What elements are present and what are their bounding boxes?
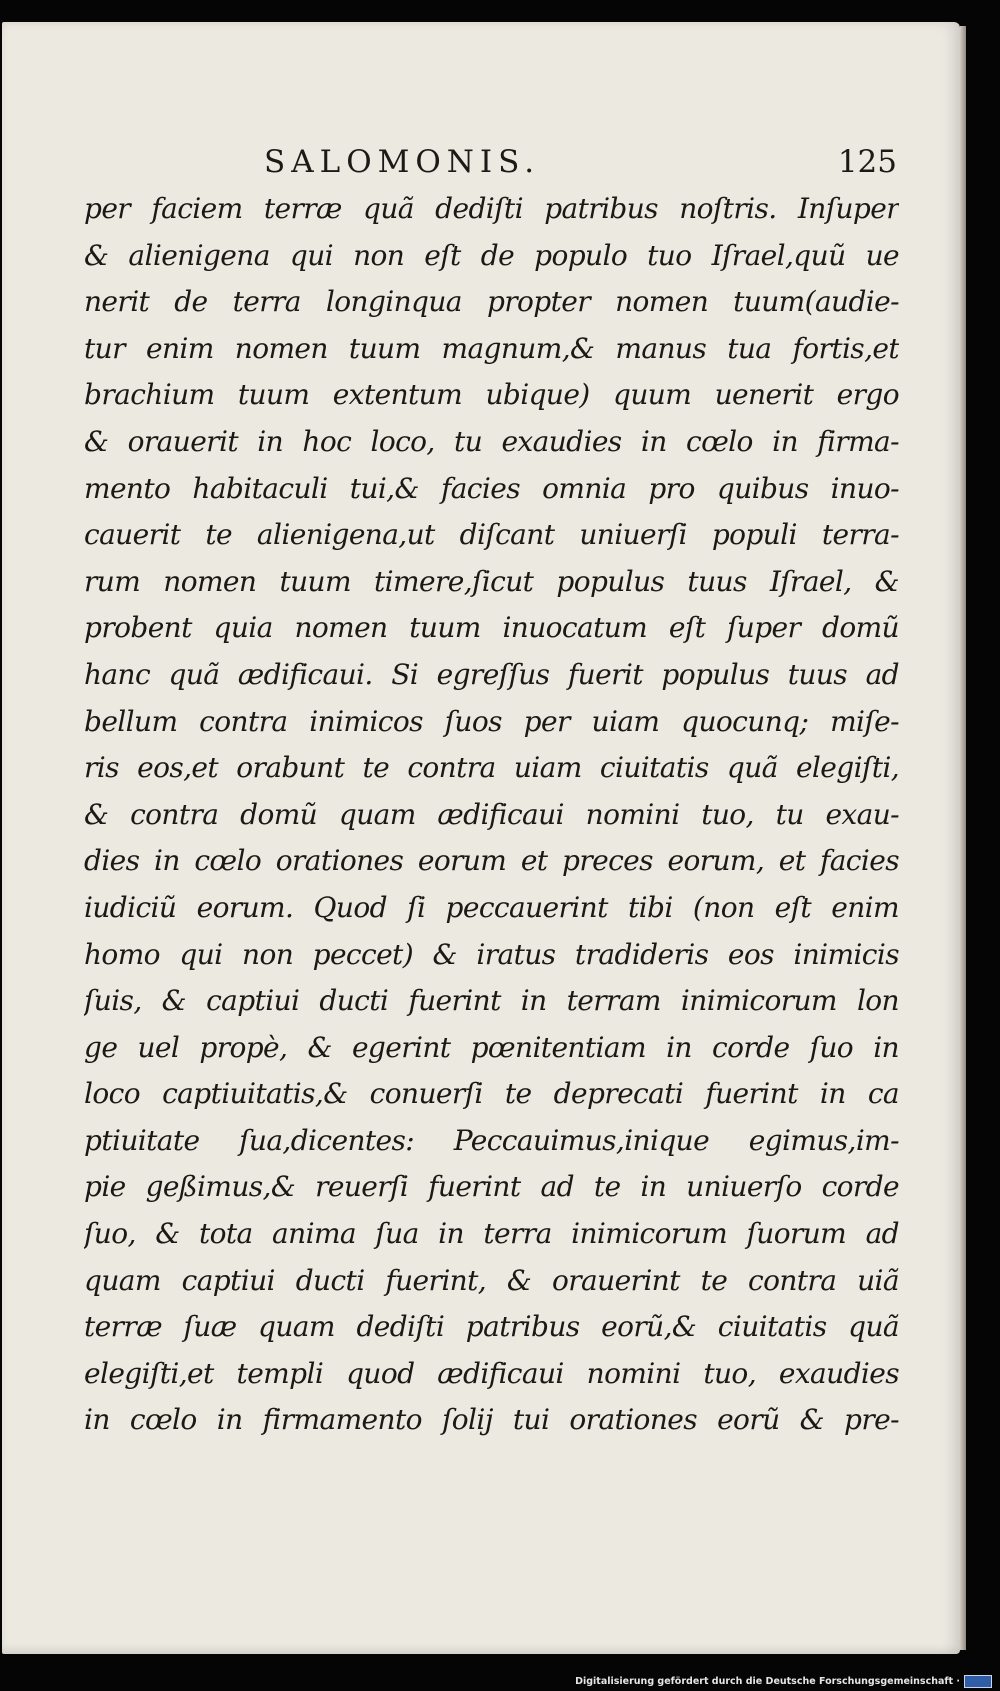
digitization-footer xyxy=(575,1674,992,1688)
running-head-title: SALOMONIS. xyxy=(264,144,541,180)
running-head xyxy=(82,144,897,188)
text-line: pie geßimus,& reuerſi fuerint ad te in uniuerſo corde xyxy=(84,1170,899,1204)
text-line: rum nomen tuum timere,ſicut populus tuus Iſrael, & xyxy=(84,564,899,598)
text-line: cauerit te alienigena,ut diſcant uniuerſi populi terra- xyxy=(84,518,899,552)
text-line: ptiuitate ſua,dicentes: Peccauimus,inique egimus,im- xyxy=(84,1123,899,1157)
book-page xyxy=(2,22,960,1654)
text-line: elegiſti,et templi quod ædificaui nomini tuo, exaudies xyxy=(84,1356,899,1390)
text-line: tur enim nomen tuum magnum,& manus tua fortis,et xyxy=(84,331,899,365)
text-line: & alienigena qui non eſt de populo tuo Iſrael,quũ ue xyxy=(84,238,899,272)
text-line: bellum contra inimicos ſuos per uiam quocunq; miſe- xyxy=(84,704,899,738)
text-line: dies in cœlo orationes eorum et preces eorum, et facies xyxy=(84,844,899,878)
text-line: per faciem terræ quã dediſti patribus noſtris. Inſuper xyxy=(84,192,899,225)
footer-credit: Digitalisierung gefördert durch die Deutsche Forschungsgemeinschaft · xyxy=(575,1675,960,1687)
text-line: hanc quã ædificaui. Si egreſſus fuerit populus tuus ad xyxy=(84,657,899,691)
text-line: ge uel propè, & egerint pœnitentiam in corde ſuo in xyxy=(84,1030,899,1064)
text-block xyxy=(84,186,899,1444)
text-line: ſuo, & tota anima ſua in terra inimicorum ſuorum ad xyxy=(84,1217,899,1251)
text-line: in cœlo in firmamento ſolij tui orationes eorũ & pre- xyxy=(84,1403,899,1437)
text-line: ris eos,et orabunt te contra uiam ciuitatis quã elegiſti, xyxy=(84,751,899,785)
page-number: 125 xyxy=(837,144,897,180)
text-line: & contra domũ quam ædificaui nomini tuo, tu exau- xyxy=(84,797,899,831)
text-line: ſuis, & captiui ducti fuerint in terram inimicorum lon xyxy=(84,984,899,1018)
text-line: nerit de terra longinqua propter nomen tuum(audie- xyxy=(84,285,899,319)
text-line: terræ ſuæ quam dediſti patribus eorũ,& ciuitatis quã xyxy=(84,1310,899,1344)
text-line: mento habitaculi tui,& facies omnia pro quibus inuo- xyxy=(84,471,899,505)
text-line: iudiciũ eorum. Quod ſi peccauerint tibi (non eſt enim xyxy=(84,890,899,924)
text-line: probent quia nomen tuum inuocatum eſt ſuper domũ xyxy=(84,611,899,645)
text-line: & orauerit in hoc loco, tu exaudies in cœlo in firma- xyxy=(84,424,899,458)
text-line: brachium tuum extentum ubique) quum uenerit ergo xyxy=(84,378,899,412)
text-line: loco captiuitatis,& conuerſi te deprecati fuerint in ca xyxy=(84,1077,899,1111)
text-line: quam captiui ducti fuerint, & orauerint te contra uiã xyxy=(84,1263,899,1297)
dfg-logo-icon xyxy=(964,1675,992,1688)
text-line: homo qui non peccet) & iratus tradideris eos inimicis xyxy=(84,937,899,971)
page-edge xyxy=(960,26,966,1650)
